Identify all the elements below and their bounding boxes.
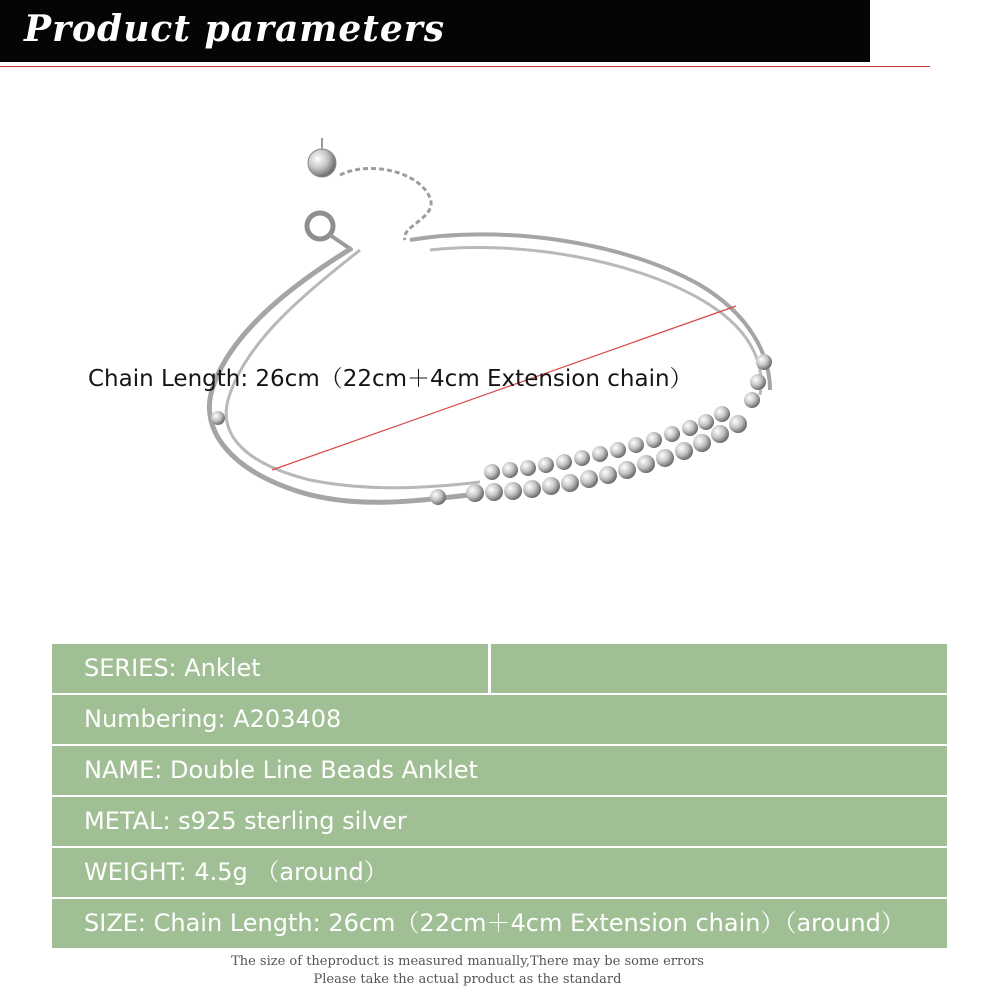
spec-size: SIZE: Chain Length: 26cm（22cm＋4cm Extension chain）（around）: [84, 909, 905, 937]
header-divider: [0, 66, 930, 67]
chain-length-caption: Chain Length: 26cm（22cm＋4cm Extension chain）: [88, 366, 693, 392]
measurement-note: The size of theproduct is measured manually,There may be some errors: [231, 954, 704, 969]
spec-row-size: [52, 899, 947, 948]
spec-row-numbering: [52, 695, 947, 744]
spec-row-weight: [52, 848, 947, 897]
bell-charm: [308, 149, 336, 177]
page-title: Product parameters: [24, 8, 446, 50]
standard-note: Please take the actual product as the standard: [313, 972, 622, 987]
row-divider: [488, 644, 491, 693]
spec-weight: WEIGHT: 4.5g （around）: [84, 858, 388, 886]
product-image: [0, 100, 1000, 620]
spec-row-name: [52, 746, 947, 795]
spec-row-metal: [52, 797, 947, 846]
extension-chain: [340, 168, 431, 240]
clasp: [307, 213, 333, 239]
spec-row-series: [52, 644, 947, 693]
spec-metal: METAL: s925 sterling silver: [84, 807, 407, 835]
spec-series: SERIES: Anklet: [84, 654, 261, 682]
spec-numbering: Numbering: A203408: [84, 705, 342, 733]
spec-name: NAME: Double Line Beads Anklet: [84, 756, 478, 784]
spec-table: [52, 644, 947, 950]
header-bar: [0, 0, 870, 62]
